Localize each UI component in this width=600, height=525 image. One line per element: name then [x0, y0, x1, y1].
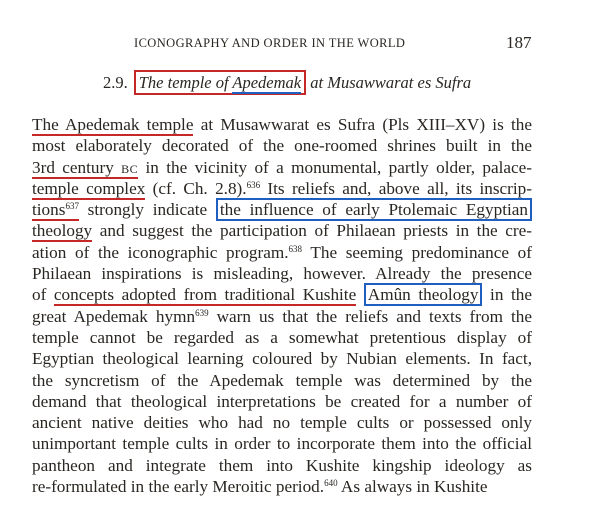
- highlight-apedemak-temple: The Apedemak temple: [32, 115, 194, 134]
- text-line-1: [32, 114, 532, 135]
- text-span: As always in Kushite: [337, 477, 488, 497]
- highlight-theology: theology: [32, 221, 93, 241]
- text-line-12: [32, 348, 532, 369]
- section-heading: [103, 73, 471, 93]
- text-line-11: [32, 327, 532, 348]
- section-number: 2.9.: [103, 73, 128, 92]
- text-span: [356, 285, 364, 304]
- text-span: warn us that the reliefs and texts from the: [208, 306, 533, 326]
- body-paragraph: [32, 114, 532, 497]
- text-span: temple cannot be regarded as a somewhat pretentious display of: [32, 327, 532, 347]
- text-span: ation of the iconographic program.: [32, 242, 289, 262]
- text-line-15: [32, 412, 532, 433]
- highlight-box-amun-theology: Amûn theology: [364, 283, 483, 306]
- text-span: (cf. Ch. 2.8).: [145, 178, 247, 198]
- section-title-rest: at Musawwarat es Sufra: [306, 73, 472, 92]
- footnote-ref-639: 639: [195, 307, 209, 318]
- text-line-3: [32, 157, 532, 178]
- text-span: in the: [482, 285, 532, 305]
- text-span: most elaborately decorated of the one-roomed shrines built in the: [32, 136, 532, 156]
- text-span: strongly indicate: [78, 200, 216, 220]
- section-title-highlight-box: [134, 70, 306, 95]
- footnote-ref-640: 640: [324, 478, 338, 489]
- highlight-temple-complex: temple complex: [32, 178, 146, 198]
- text-span: of: [32, 285, 54, 305]
- highlight-box-ptolemaic-influence: the influence of early Ptolemaic Egyptian: [216, 198, 532, 221]
- text-line-14: [32, 391, 532, 412]
- text-line-16: [32, 433, 532, 454]
- running-title: ICONOGRAPHY AND ORDER IN THE WORLD: [134, 36, 406, 50]
- text-line-8: [32, 263, 532, 284]
- text-line-9: [32, 284, 532, 305]
- footnote-ref-638: 638: [288, 243, 303, 254]
- section-title-apedemak: Apedemak: [232, 73, 302, 92]
- text-line-5: [32, 199, 532, 220]
- text-span: Its reliefs and, above all,: [260, 178, 456, 198]
- text-span: 3rd century: [32, 157, 122, 177]
- text-line-2: [32, 135, 532, 156]
- text-span: pantheon and integrate them into Kushite kingship ideology as: [32, 455, 532, 475]
- text-span: unimportant temple cults in order to incorporate them into the official: [32, 434, 532, 454]
- text-span: ancient native deities who had no temple cults or possessed only: [32, 413, 532, 433]
- section-title-part1: The temple of: [138, 73, 233, 92]
- text-line-4: [32, 178, 532, 199]
- text-span: re-formulated in the early Meroitic period.: [32, 477, 325, 497]
- small-caps-bc: BC: [121, 161, 139, 176]
- page-number: 187: [506, 33, 532, 52]
- text-span: Philaean inspirations is misleading, however. Already the presence: [32, 264, 532, 284]
- text-line-6: [32, 220, 532, 241]
- text-span: in the vicinity of a monumental, partly older, palace-: [138, 157, 532, 177]
- running-header: [0, 34, 600, 54]
- text-span: great Apedemak hymn: [32, 306, 196, 326]
- text-span: the syncretism of the Apedemak temple was determined by the: [32, 370, 532, 390]
- text-line-17: [32, 455, 532, 476]
- text-span: The seeming predominance of: [302, 242, 532, 262]
- text-span: at Musawwarat es Sufra (Pls XIII–XV) is the: [193, 115, 532, 134]
- footnote-ref-636: 636: [246, 179, 261, 190]
- highlight-tions: [32, 200, 79, 221]
- text-line-13: [32, 370, 532, 391]
- text-span: Egyptian theological learning coloured by Nubian elements. In fact,: [32, 349, 532, 369]
- highlight-kushite-concepts: concepts adopted from traditional Kushite: [53, 285, 357, 305]
- text-span: tions: [32, 200, 66, 220]
- highlight-its-inscriptions: its inscrip-: [455, 178, 532, 198]
- text-line-7: [32, 242, 532, 263]
- text-line-10: [32, 306, 532, 327]
- text-line-18: [32, 476, 532, 497]
- text-span: and suggest the participation of Philaean priests in the cre-: [92, 221, 532, 241]
- text-span: demand that theological interpretations be created for a number of: [32, 391, 532, 411]
- highlight-3rd-century: [32, 158, 138, 179]
- footnote-ref-637: 637: [65, 201, 79, 212]
